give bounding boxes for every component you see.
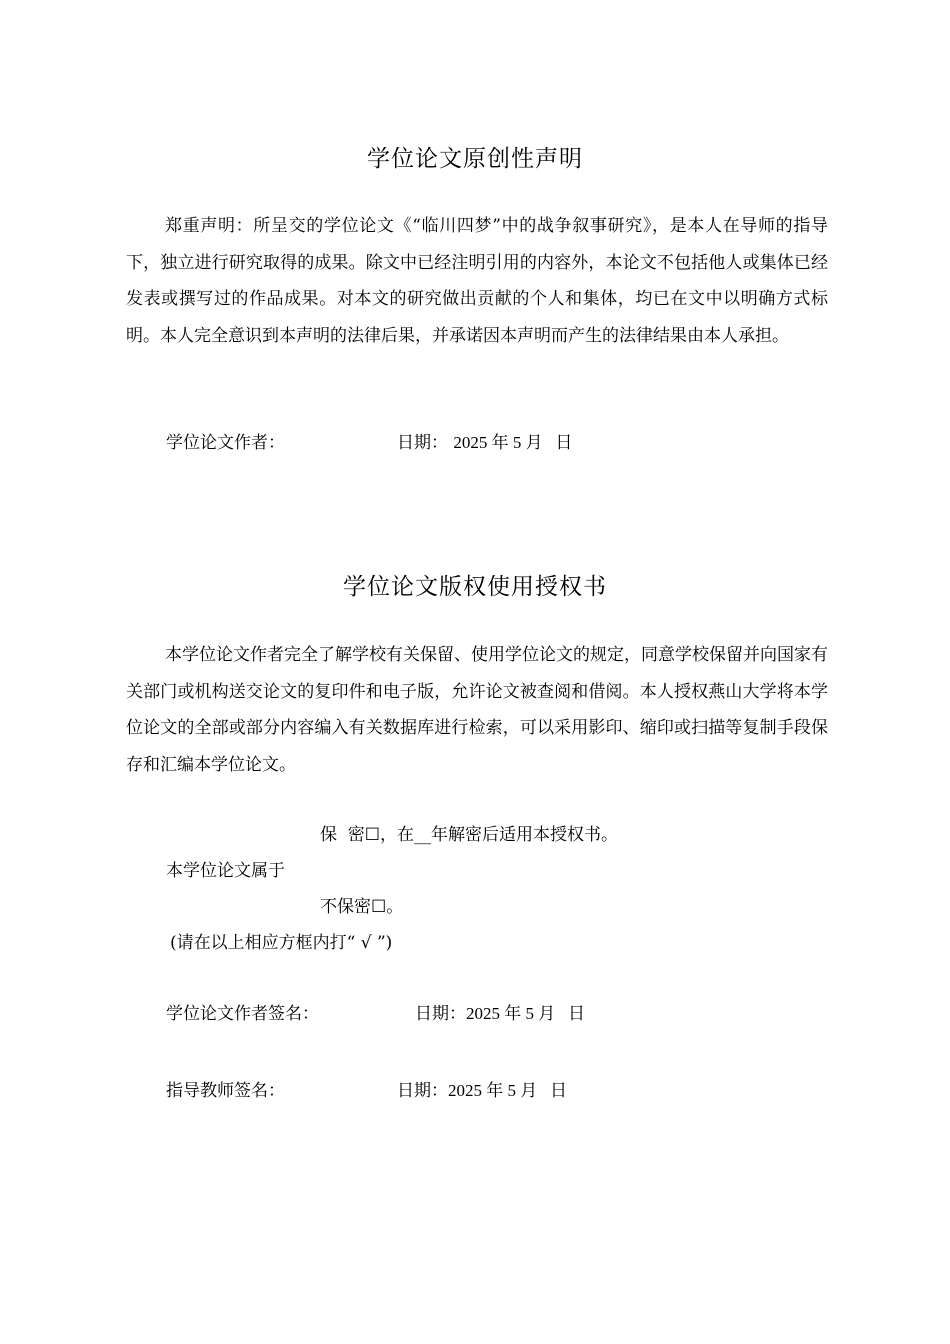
authorization-title: 学位论文版权使用授权书 [343, 574, 607, 600]
secret-option: 保 密☐，在__年解密后适用本授权书。 [320, 825, 619, 845]
author-sign-date [415, 999, 585, 1024]
author-date-value: 2025 年 5 月 日 [466, 1004, 585, 1023]
author-date-label: 日期： [415, 1004, 466, 1024]
supervisor-sign-label: 指导教师签名： [166, 1081, 285, 1101]
author-sign-label: 学位论文作者签名： [166, 1004, 319, 1024]
supervisor-date-value: 2025 年 5 月 日 [448, 1081, 567, 1100]
check-note: (请在以上相应方框内打“ √ ”) [170, 933, 393, 953]
declaration-date [397, 428, 572, 453]
non-secret-option: 不保密☐。 [320, 897, 404, 917]
supervisor-sign-date [397, 1076, 567, 1101]
declaration-date-label: 日期： [397, 433, 448, 453]
supervisor-date-label: 日期： [397, 1081, 448, 1101]
declaration-date-value: 2025 年 5 月 日 [453, 433, 573, 452]
declaration-body: 郑重声明：所呈交的学位论文《“临川四梦”中的战争叙事研究》，是本人在导师的指导下，独立进行研究取得的成果。除文中已经注明引用的内容外，本论文不包括他人或集体已经发表或撰写过的作品成果。对本文的研究做出贡献的个人和集体，均已在文中以明确方式标明。本人完全意识到本声明的法律后果，并承诺因本声明而产生的法律结果由本人承担。 [126, 216, 828, 346]
belongs-label: 本学位论文属于 [166, 861, 285, 881]
declaration-title: 学位论文原创性声明 [367, 146, 583, 172]
declaration-author-label: 学位论文作者： [166, 433, 285, 453]
authorization-body: 本学位论文作者完全了解学校有关保留、使用学位论文的规定，同意学校保留并向国家有关部门或机构送交论文的复印件和电子版，允许论文被查阅和借阅。本人授权燕山大学将本学位论文的全部或部分内容编入有关数据库进行检索，可以采用影印、缩印或扫描等复制手段保存和汇编本学位论文。 [126, 645, 828, 775]
